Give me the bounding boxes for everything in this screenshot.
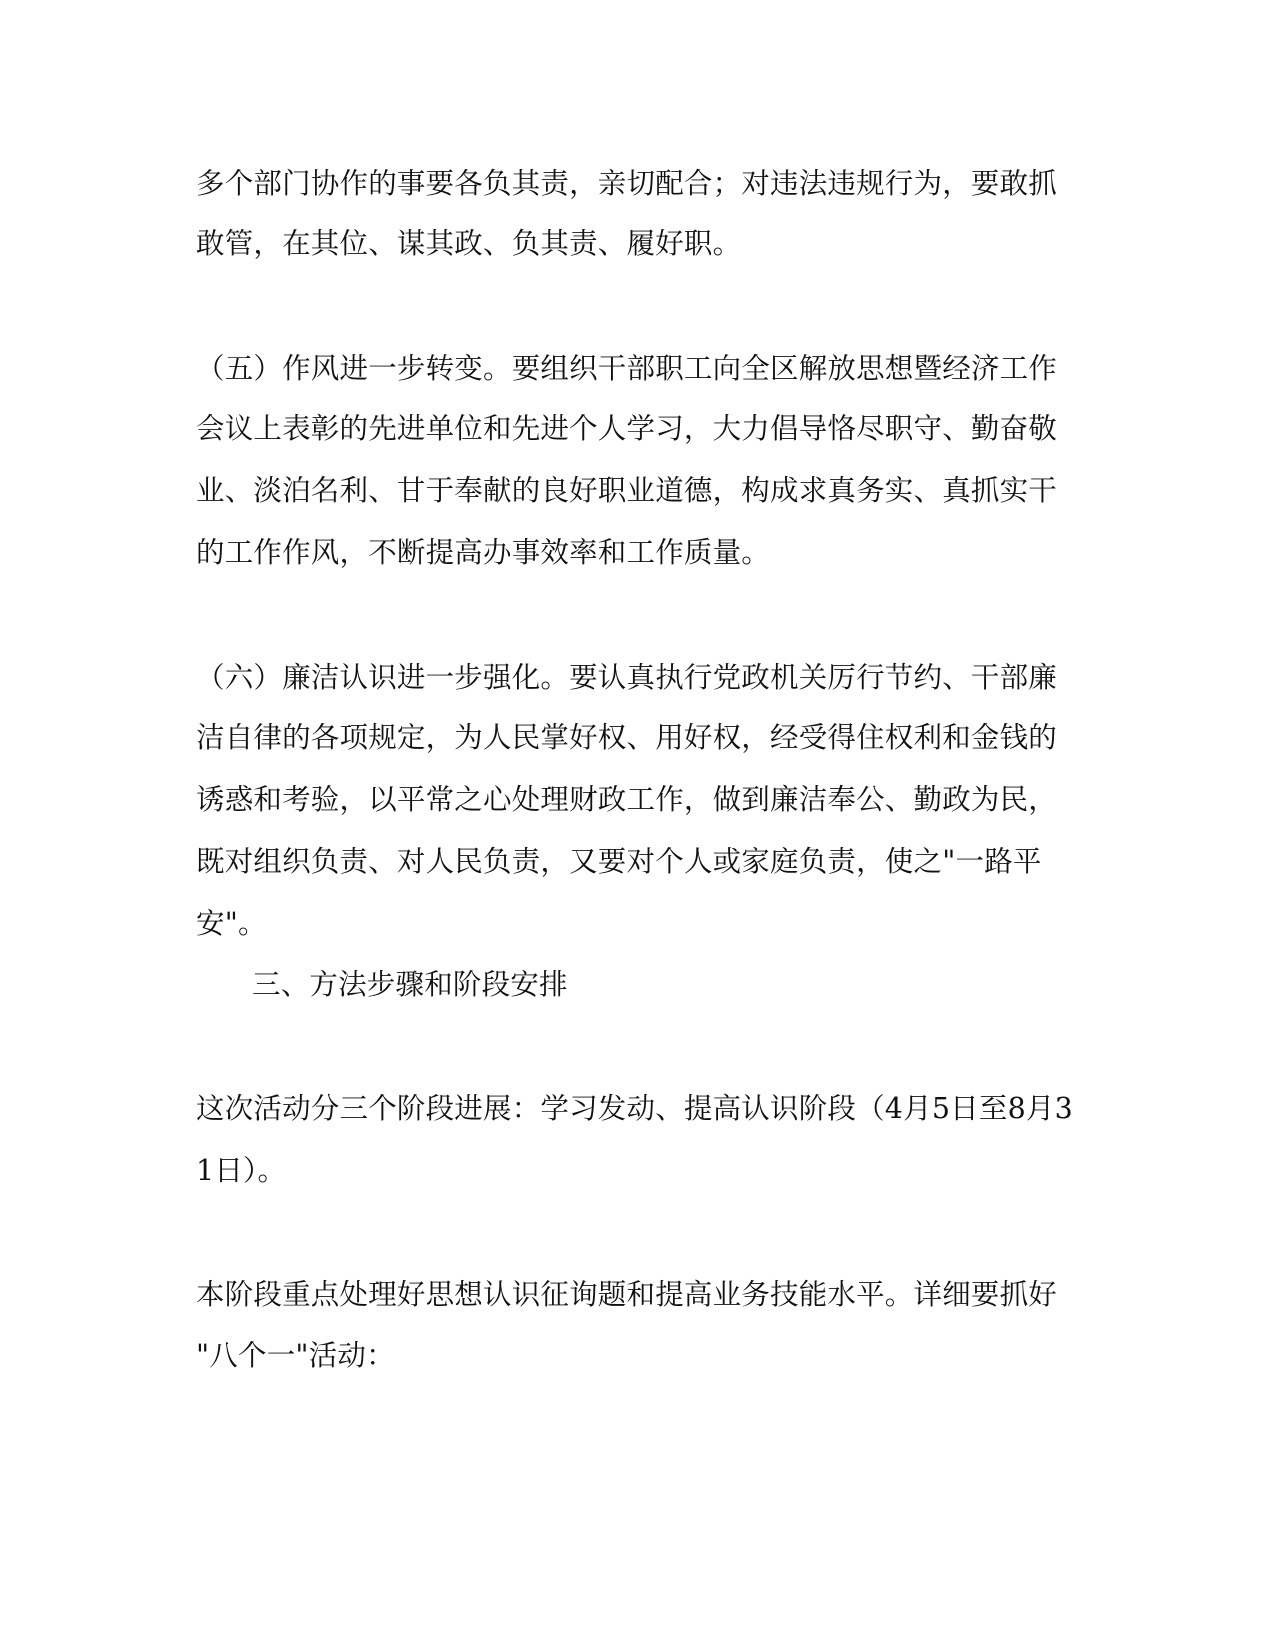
text-line: 业、淡泊名利、甘于奉献的良好职业道德，构成求真务实、真抓实干	[196, 474, 1058, 507]
text-line: 这次活动分三个阶段进展：学习发动、提高认识阶段（4月5日至8月3	[196, 1092, 1073, 1125]
text-line: 安"。	[196, 907, 267, 940]
text-line: 多个部门协作的事要各负其责，亲切配合；对违法违规行为，要敢抓	[196, 167, 1058, 200]
text-line: （六）廉洁认识进一步强化。要认真执行党政机关厉行节约、干部廉	[196, 661, 1058, 694]
text-line: 的工作作风，不断提高办事效率和工作质量。	[196, 536, 771, 569]
text-line: 诱惑和考验，以平常之心处理财政工作，做到廉洁奉公、勤政为民，	[196, 783, 1058, 816]
text-line: 敢管，在其位、谋其政、负其责、履好职。	[196, 227, 742, 260]
text-line: 洁自律的各项规定，为人民掌好权、用好权，经受得住权利和金钱的	[196, 721, 1058, 754]
text-line: 既对组织负责、对人民负责，又要对个人或家庭负责，使之"一路平	[196, 845, 1042, 878]
text-line: 1日）。	[196, 1154, 287, 1187]
section-heading: 三、方法步骤和阶段安排	[252, 968, 568, 1001]
text-line: 本阶段重点处理好思想认识征询题和提高业务技能水平。详细要抓好	[196, 1278, 1058, 1311]
text-line: "八个一"活动：	[196, 1339, 395, 1372]
text-line: （五）作风进一步转变。要组织干部职工向全区解放思想暨经济工作	[196, 352, 1058, 385]
text-line: 会议上表彰的先进单位和先进个人学习，大力倡导恪尽职守、勤奋敬	[196, 412, 1058, 445]
